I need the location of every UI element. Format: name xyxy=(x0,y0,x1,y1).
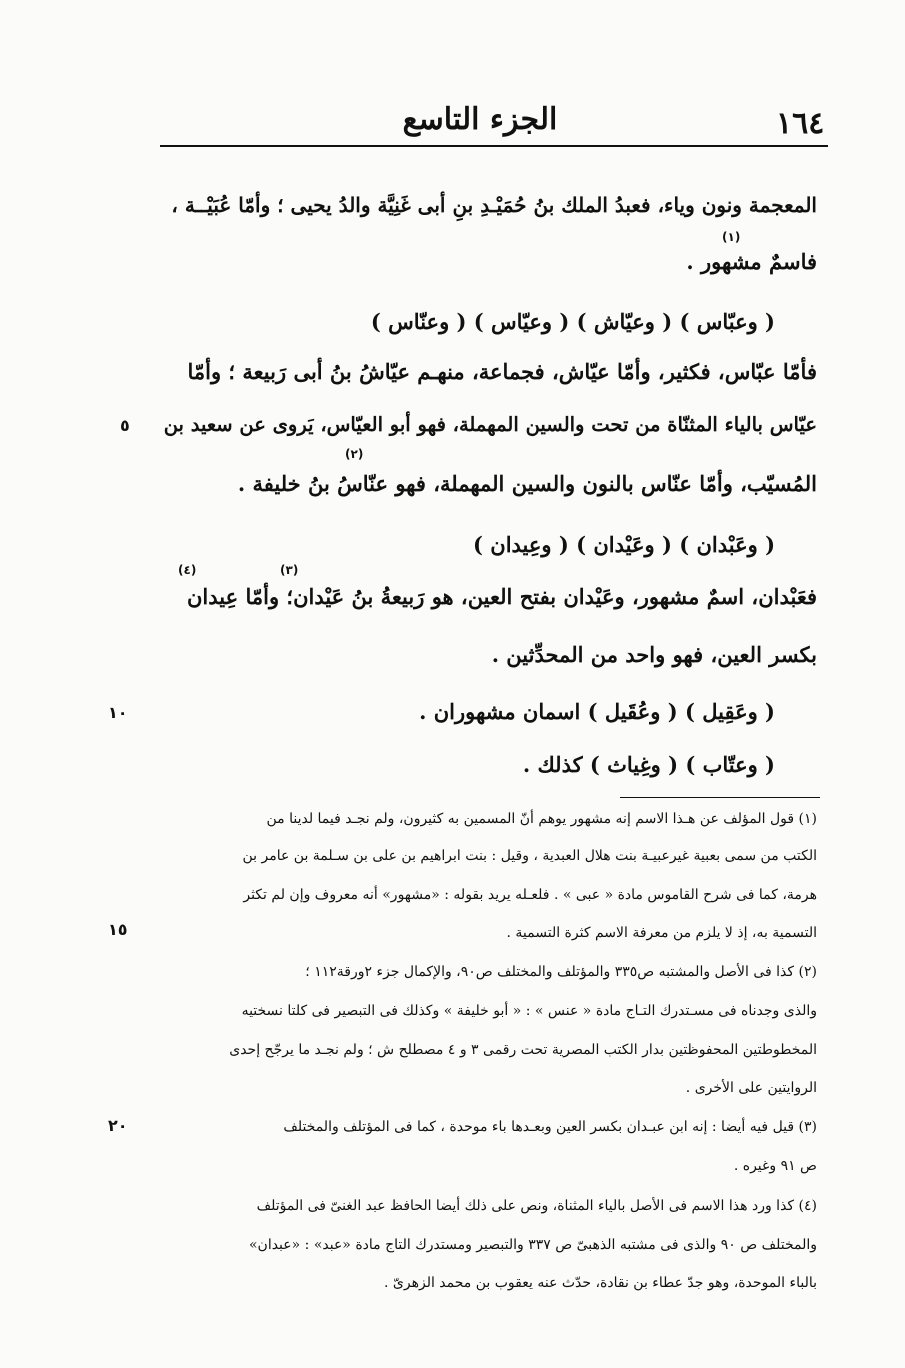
footnote-line: المخطوطتين المحفوظتين بدار الكتب المصرية تحت رقمى ٣ و ٤ مصطلح ش ؛ ولم نجـد ما يرجّح إحدى xyxy=(229,1042,817,1058)
margin-line-number: ٢٠ xyxy=(108,1116,128,1135)
section-heading: ( وعبّاس ) ( وعيّاش ) ( وعيّاس ) ( وعنّاس ) xyxy=(370,309,775,334)
footnote-line: (٢) كذا فى الأصل والمشتبه ص٣٣٥ والمؤتلف والمختلف ص٩٠، والإكمال جزء ٢ورقة١١٢ ؛ xyxy=(305,964,817,980)
running-header-title: الجزء التاسع xyxy=(402,102,558,137)
footnote-line: والذى وجدناه فى مسـتدرك التـاج مادة « عنس » : « أبو خليفة » وكذلك فى التبصير فى كلتا نسختيه xyxy=(241,1003,817,1019)
main-line: المُسيّب، وأمّا عنّاس بالنون والسين المهملة، فهو عنّاسُ بنُ خليفة . xyxy=(237,471,817,496)
footnote-marker: (٤) xyxy=(178,563,197,577)
footnote-line: ص ٩١ وغيره . xyxy=(733,1158,817,1174)
footnote-separator xyxy=(620,797,820,798)
footnote-line: بالباء الموحدة، وهو جدّ عطاء بن نقادة، حدّث عنه يعقوب بن محمد الزهرىّ . xyxy=(384,1275,817,1291)
main-line: فاسمٌ مشهور . xyxy=(686,249,817,274)
main-line: فعَبْدان، اسمٌ مشهور، وعَيْدان بفتح العين، هو رَبيعةُ بنُ عَيْدان؛ وأمّا عِيدان xyxy=(187,584,817,609)
section-heading: ( وعَبْدان ) ( وعَيْدان ) ( وعِيدان ) xyxy=(473,532,775,557)
header-rule xyxy=(160,145,828,147)
footnote-marker: (١) xyxy=(722,230,741,244)
footnote-marker: (٣) xyxy=(280,563,299,577)
footnote-line: الكتب من سمى بعبية غيرعبيـة بنت هلال العبدية ، وقيل : بنت ابراهيم بن على بن سـلمة بن عامر بن xyxy=(242,848,817,864)
section-heading: ( وعَقِيل ) ( وعُقَيل ) اسمان مشهوران . xyxy=(419,699,775,724)
main-line: بكسر العين، فهو واحد من المحدِّثين . xyxy=(491,642,817,667)
page-number: ١٦٤ xyxy=(776,106,825,141)
footnote-line: التسمية به، إذ لا يلزم من معرفة الاسم كثرة التسمية . xyxy=(506,925,817,941)
footnote-line: الروايتين على الأخرى . xyxy=(685,1080,817,1096)
section-heading: ( وعتّاب ) ( وغِياث ) كذلك . xyxy=(522,752,775,777)
footnote-line: (٣) قيل فيه أيضا : إنه ابن عبـدان بكسر العين وبعـدها باء موحدة ، كما فى المؤتلف والمختلف xyxy=(283,1119,817,1135)
footnote-line: (٤) كذا ورد هذا الاسم فى الأصل بالياء المثناة، ونص على ذلك أيضا الحافظ عبد الغنىّ فى المؤتلف xyxy=(256,1198,817,1214)
footnote-line: هرمة، كما فى شرح القاموس مادة « عبى » . فلعـله يريد بقوله : «مشهور» أنه معروف وإن لم تكثر xyxy=(243,887,817,903)
footnote-marker: (٢) xyxy=(345,447,364,461)
margin-line-number: ١٠ xyxy=(108,703,128,722)
footnote-line: (١) قول المؤلف عن هـذا الاسم إنه مشهور يوهم أنّ المسمين به كثيرون، ولم نجـد فيما لدينا من xyxy=(266,811,817,827)
margin-line-number: ١٥ xyxy=(108,920,128,939)
margin-line-number: ٥ xyxy=(120,416,130,435)
main-line: عيّاس بالياء المثنّاة من تحت والسين المهملة، فهو أبو العيّاس، يَروى عن سعيد بن xyxy=(163,413,817,436)
footnote-line: والمختلف ص ٩٠ والذى فى مشتبه الذهبىّ ص ٣٣٧ والتبصير ومستدرك التاج مادة «عبد» : «عبدان» xyxy=(248,1237,817,1253)
main-line: فأمّا عبّاس، فكثير، وأمّا عيّاش، فجماعة، منهـم عيّاشُ بنُ أبى رَبيعة ؛ وأمّا xyxy=(187,359,817,384)
main-line: المعجمة ونون وياء، فعبدُ الملك بنُ حُمَيْـدِ بنِ أبى غَنِيَّة والدُ يحيى ؛ وأمّا عُبَيْــة ، xyxy=(171,193,817,217)
